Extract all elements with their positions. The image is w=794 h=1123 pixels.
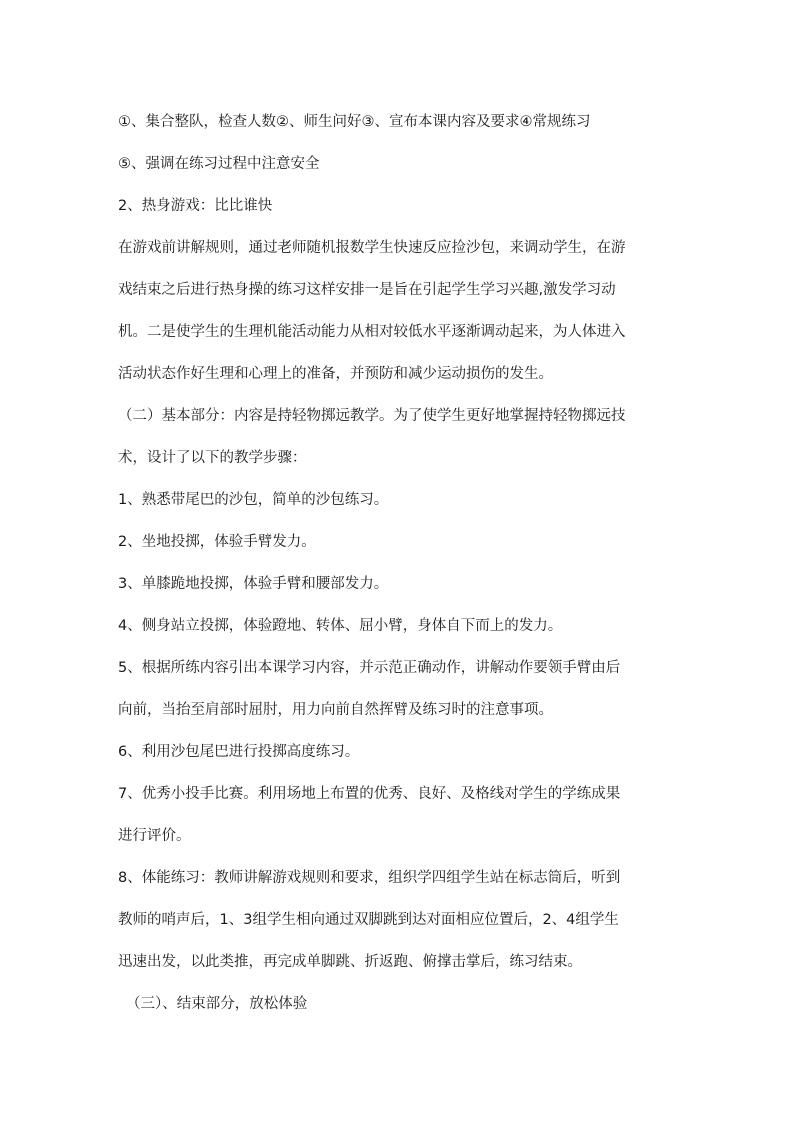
text-line-warmup-1: 在游戏前讲解规则，通过老师随机报数学生快速反应捡沙包，来调动学生，在游 bbox=[118, 240, 626, 256]
list-item-1: 1、熟悉带尾巴的沙包，简单的沙包练习。 bbox=[118, 492, 389, 508]
list-item-4: 4、侧身站立投掷，体验蹬地、转体、屈小臂，身体自下而上的发力。 bbox=[118, 618, 563, 634]
text-line-warmup-2: 戏结束之后进行热身操的练习这样安排一是旨在引起学生学习兴趣,激发学习动 bbox=[118, 282, 616, 298]
section-heading-ending: （三）、结束部分，放松体验 bbox=[126, 996, 308, 1012]
list-item-8-cont-2: 迅速出发，以此类推，再完成单脚跳、折返跑、俯撑击掌后，练习结束。 bbox=[118, 954, 582, 970]
list-item-8: 8、体能练习：教师讲解游戏规则和要求，组织学四组学生站在标志筒后，听到 bbox=[118, 870, 621, 886]
text-line-opening-steps: ①、集合整队，检查人数②、师生问好③、宣布本课内容及要求④常规练习 bbox=[118, 114, 591, 130]
section-heading-basic: （二）基本部分：内容是持轻物掷远教学。为了使学生更好地掌握持轻物掷远技 bbox=[118, 408, 626, 424]
list-item-3: 3、单膝跪地投掷，体验手臂和腰部发力。 bbox=[118, 576, 389, 592]
text-line-safety: ⑤、强调在练习过程中注意安全 bbox=[118, 156, 320, 172]
list-item-7-cont: 进行评价。 bbox=[118, 828, 191, 844]
text-line-basic-cont: 术，设计了以下的教学步骤： bbox=[118, 450, 307, 466]
list-item-8-cont-1: 教师的哨声后，1、3组学生相向通过双脚跳到达对面相应位置后，2、4组学生 bbox=[118, 912, 619, 928]
list-item-5-cont: 向前，当抬至肩部时屈肘，用力向前自然挥臂及练习时的注意事项。 bbox=[118, 702, 553, 718]
list-item-7: 7、优秀小投手比赛。利用场地上布置的优秀、良好、及格线对学生的学练成果 bbox=[118, 786, 621, 802]
list-item-5: 5、根据所练内容引出本课学习内容，并示范正确动作，讲解动作要领手臂由后 bbox=[118, 660, 621, 676]
text-line-warmup-heading: 2、热身游戏：比比谁快 bbox=[118, 198, 273, 214]
list-item-6: 6、利用沙包尾巴进行投掷高度练习。 bbox=[118, 744, 360, 760]
text-line-warmup-4: 活动状态作好生理和心理上的准备，并预防和减少运动损伤的发生。 bbox=[118, 366, 553, 382]
list-item-2: 2、坐地投掷，体验手臂发力。 bbox=[118, 534, 316, 550]
text-line-warmup-3: 机。二是使学生的生理机能活动能力从相对较低水平逐渐调动起来，为人体进入 bbox=[118, 324, 626, 340]
document-body bbox=[118, 101, 688, 1025]
